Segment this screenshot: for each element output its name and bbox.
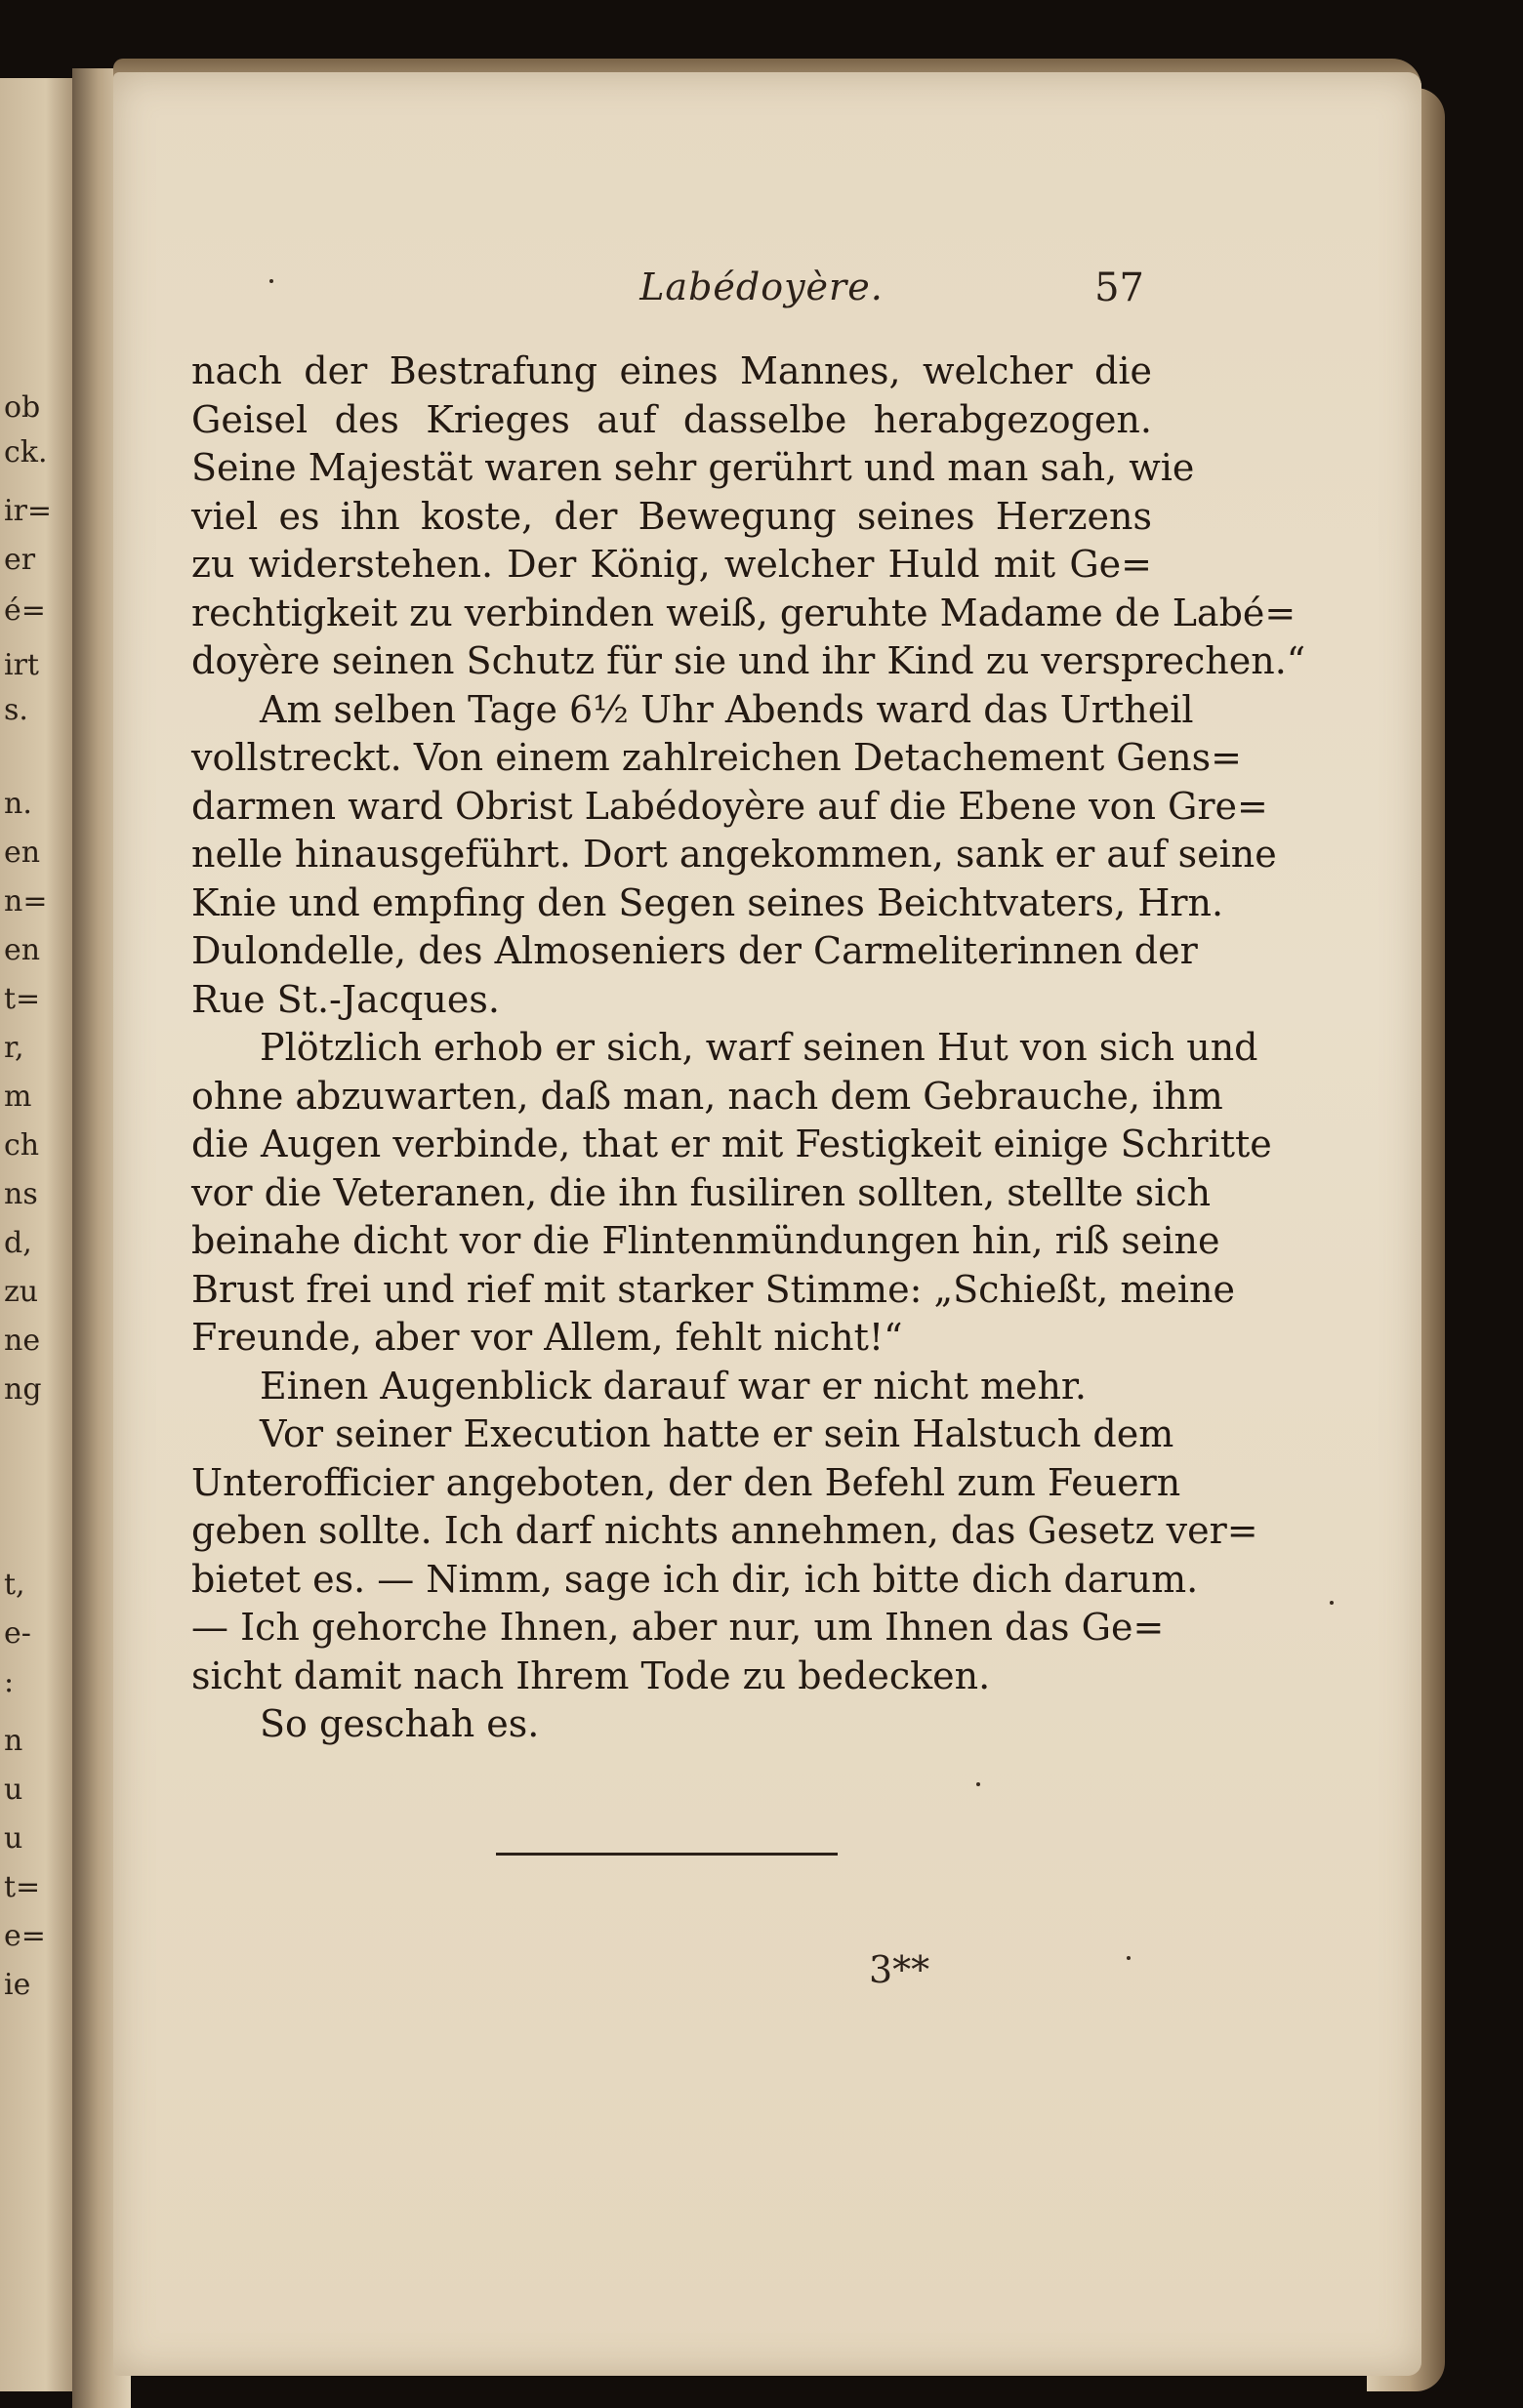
text-line: Rue St.-Jacques. xyxy=(191,977,500,1021)
text-line: Am selben Tage 6½ Uhr Abends ward das Urtheil xyxy=(260,687,1194,731)
fragment: n= xyxy=(4,884,48,918)
fragment: r, xyxy=(4,1031,24,1065)
text-line: sicht damit nach Ihrem Tode zu bedecken. xyxy=(191,1653,991,1697)
page-number: 57 xyxy=(1094,265,1144,310)
text-line: die Augen verbinde, that er mit Festigkeit einige Schritte xyxy=(191,1122,1272,1165)
fragment: u xyxy=(4,1821,23,1856)
text-line: Geisel des Krieges auf dasselbe herabgezogen. xyxy=(191,397,1152,441)
body-text xyxy=(191,347,1306,1749)
fragment: ob xyxy=(4,390,41,425)
fragment: ne xyxy=(4,1324,41,1358)
text-line: vollstreckt. Von einem zahlreichen Detachement Gens= xyxy=(191,736,1242,779)
page-header xyxy=(195,265,1144,324)
text-line: viel es ihn koste, der Bewegung seines Herzens xyxy=(191,494,1152,538)
fragment: e= xyxy=(4,1919,46,1953)
fragment: : xyxy=(4,1665,15,1699)
text-line: zu widerstehen. Der König, welcher Huld mit Ge= xyxy=(191,543,1152,586)
fragment: ns xyxy=(4,1177,38,1211)
text-line: Vor seiner Execution hatte er sein Halstuch dem xyxy=(260,1412,1174,1455)
text-line: geben sollte. Ich darf nichts annehmen, das Gesetz ver= xyxy=(191,1509,1258,1552)
fragment: u xyxy=(4,1773,23,1807)
text-line: doyère seinen Schutz für sie und ihr Kind zu versprechen.“ xyxy=(191,639,1306,682)
text-line: Brust frei und rief mit starker Stimme: „Schießt, meine xyxy=(191,1267,1236,1311)
text-line: Einen Augenblick darauf war er nicht mehr. xyxy=(260,1364,1088,1408)
text-line: rechtigkeit zu verbinden weiß, geruhte Madame de Labé= xyxy=(191,591,1297,634)
text-line: Dulondelle, des Almoseniers der Carmeliterinnen der xyxy=(191,929,1198,972)
running-title: Labédoyère. xyxy=(639,265,884,308)
fragment: t= xyxy=(4,982,41,1016)
fragment: ck. xyxy=(4,435,48,469)
text-line: Knie und empfing den Segen seines Beichtvaters, Hrn. xyxy=(191,880,1224,924)
fragment: s. xyxy=(4,693,28,727)
signature-mark: 3** xyxy=(869,1948,930,1991)
fragment: d, xyxy=(4,1226,32,1260)
text-line: So geschah es. xyxy=(260,1702,540,1745)
fragment: e- xyxy=(4,1616,31,1651)
text-line: Seine Majestät waren sehr gerührt und man sah, wie xyxy=(191,446,1195,489)
fragment: er xyxy=(4,543,36,577)
fragment: t, xyxy=(4,1568,25,1602)
fragment: zu xyxy=(4,1275,39,1309)
fragment: ch xyxy=(4,1128,40,1163)
section-end-rule xyxy=(496,1853,838,1856)
fragment: irt xyxy=(4,648,39,682)
previous-page-text-fragments xyxy=(0,0,53,2408)
text-line: darmen ward Obrist Labédoyère auf die Ebene von Gre= xyxy=(191,784,1268,828)
paper-speck xyxy=(1330,1601,1334,1605)
fragment: é= xyxy=(4,593,46,628)
paper-speck xyxy=(976,1782,980,1786)
text-line: beinahe dicht vor die Flintenmündungen hin, riß seine xyxy=(191,1219,1220,1262)
fragment: ng xyxy=(4,1372,42,1407)
fragment: ie xyxy=(4,1968,31,2002)
text-line: nelle hinausgeführt. Dort angekommen, sank er auf seine xyxy=(191,833,1277,876)
fragment: n. xyxy=(4,787,32,821)
fragment: en xyxy=(4,933,41,967)
text-line: Plötzlich erhob er sich, warf seinen Hut von sich und xyxy=(260,1026,1258,1069)
text-line: bietet es. — Nimm, sage ich dir, ich bitte dich darum. xyxy=(191,1557,1199,1601)
paper-speck xyxy=(1127,1956,1131,1960)
text-line: — Ich gehorche Ihnen, aber nur, um Ihnen das Ge= xyxy=(191,1606,1165,1649)
text-line: Freunde, aber vor Allem, fehlt nicht!“ xyxy=(191,1316,903,1359)
fragment: t= xyxy=(4,1870,41,1904)
text-line: Unterofficier angeboten, der den Befehl zum Feuern xyxy=(191,1460,1181,1504)
paper-speck xyxy=(269,279,273,283)
fragment: ir= xyxy=(4,494,53,528)
fragment: m xyxy=(4,1080,32,1114)
fragment: en xyxy=(4,836,41,870)
fragment: n xyxy=(4,1724,23,1758)
text-line: ohne abzuwarten, daß man, nach dem Gebrauche, ihm xyxy=(191,1074,1223,1118)
text-line: vor die Veteranen, die ihn fusiliren sollten, stellte sich xyxy=(191,1170,1212,1214)
text-line: nach der Bestrafung eines Mannes, welcher die xyxy=(191,349,1152,392)
